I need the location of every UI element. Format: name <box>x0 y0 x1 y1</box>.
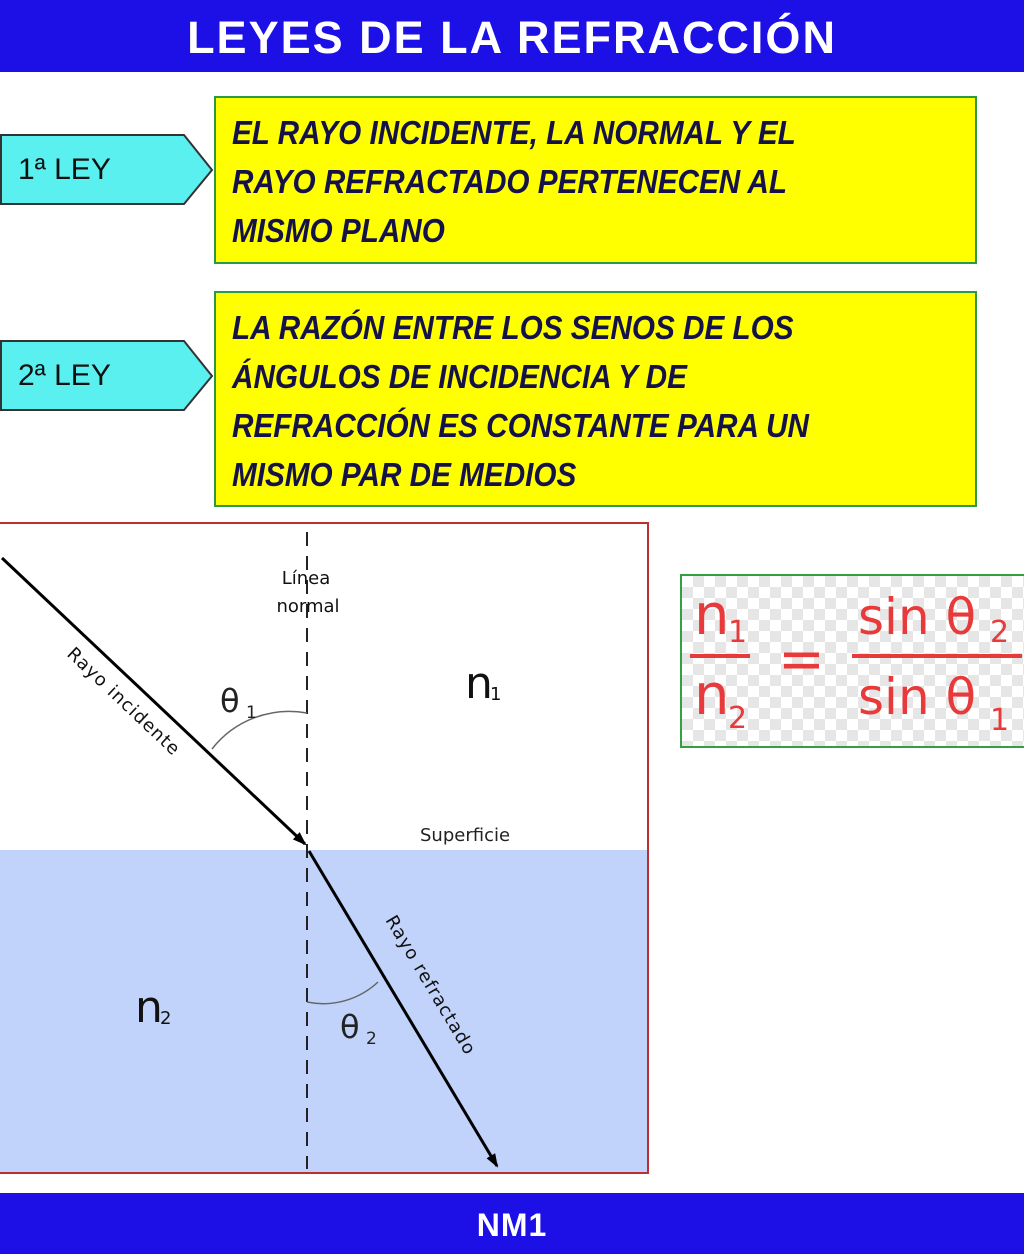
formula-denominator-left: n <box>694 663 730 728</box>
law-2-text-box <box>214 291 977 507</box>
n2-symbol: n <box>135 982 163 1033</box>
law-1-tag <box>0 134 214 206</box>
formula-numerator-right-subscript: 2 <box>990 615 1010 650</box>
normal-label-line-1: Línea <box>281 568 331 589</box>
angle-arc-2 <box>307 982 378 1004</box>
n1-symbol: n <box>465 658 493 709</box>
incident-ray <box>2 558 305 844</box>
formula-fraction-bar-left <box>690 654 750 658</box>
n2-subscript: 2 <box>160 1008 172 1029</box>
formula-denominator-left-subscript: 2 <box>728 701 748 736</box>
law-1-text-box <box>214 96 977 264</box>
formula-numerator-right: sin θ <box>858 588 977 646</box>
formula-denominator-right-subscript: 1 <box>990 703 1010 738</box>
snell-formula <box>680 574 1024 748</box>
formula-denominator-right: sin θ <box>858 668 977 726</box>
footer-banner <box>0 1193 1024 1254</box>
normal-label-line-2: normal <box>276 596 340 617</box>
footer-label: NM1 <box>476 1207 548 1243</box>
law-2-label: 2ª LEY <box>18 359 111 392</box>
n1-subscript: 1 <box>490 684 502 705</box>
formula-equals: = <box>778 627 825 692</box>
formula-fraction-bar-right <box>852 654 1022 658</box>
law-1-line-2: RAYO REFRACTADO PERTENECEN AL <box>232 163 787 200</box>
formula-numerator-left-subscript: 1 <box>728 615 748 650</box>
law-1-line-1: EL RAYO INCIDENTE, LA NORMAL Y EL <box>232 114 796 151</box>
law-1-label: 1ª LEY <box>18 153 111 186</box>
law-2-line-1: LA RAZÓN ENTRE LOS SENOS DE LOS <box>232 309 794 346</box>
theta-1-subscript: 1 <box>246 703 257 723</box>
law-2-line-2: ÁNGULOS DE INCIDENCIA Y DE <box>232 358 687 395</box>
snell-formula-svg <box>682 576 1024 746</box>
refracted-ray <box>309 851 497 1166</box>
refracted-ray-label: Rayo refractado <box>380 911 481 1059</box>
theta-2-symbol: θ <box>340 1008 360 1046</box>
refraction-diagram <box>0 522 649 1174</box>
law-2-line-4: MISMO PAR DE MEDIOS <box>232 456 577 493</box>
theta-2-subscript: 2 <box>366 1029 377 1049</box>
incident-ray-label: Rayo incidente <box>62 643 185 761</box>
law-2-tag <box>0 340 214 412</box>
theta-1-symbol: θ <box>220 682 240 720</box>
surface-label: Superficie <box>420 825 511 846</box>
law-1-line-3: MISMO PLANO <box>232 212 445 249</box>
page-title: LEYES DE LA REFRACCIÓN <box>187 12 837 63</box>
law-2-line-3: REFRACCIÓN ES CONSTANTE PARA UN <box>232 407 809 444</box>
refraction-diagram-svg <box>0 524 649 1174</box>
title-banner <box>0 0 1024 72</box>
formula-numerator-left: n <box>694 583 730 648</box>
